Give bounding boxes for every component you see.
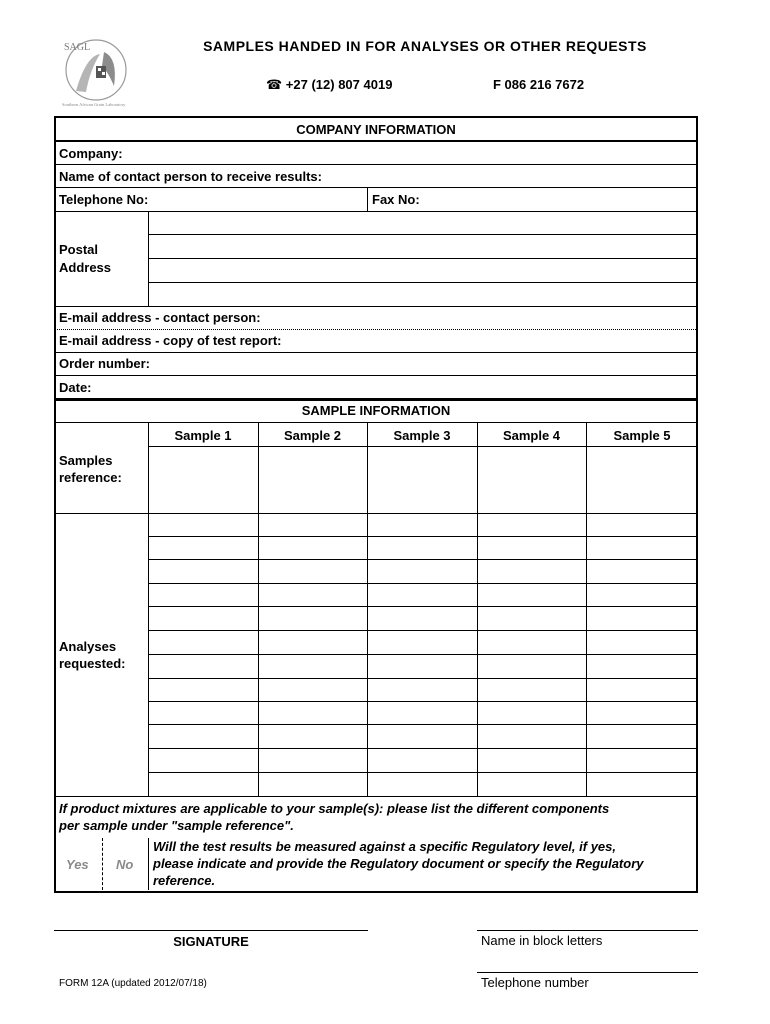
logo-subtext: Southern African Grain Laboratory (62, 102, 126, 107)
divider (54, 329, 698, 330)
postal-label: Postal (59, 242, 99, 257)
requested-label: requested: (59, 656, 126, 671)
divider (258, 422, 259, 796)
telephone-label: Telephone No: (59, 192, 149, 207)
column-sample-2: Sample 2 (283, 428, 342, 443)
column-sample-4: Sample 4 (502, 428, 561, 443)
signature-label: SIGNATURE (173, 934, 249, 949)
mixture-note-2: per sample under "sample reference". (59, 818, 294, 833)
signature-line[interactable] (54, 930, 368, 931)
form-id: FORM 12A (updated 2012/07/18) (59, 978, 207, 989)
column-sample-3: Sample 3 (393, 428, 451, 443)
samples-label: Samples (59, 453, 113, 468)
divider (148, 748, 698, 749)
divider (477, 422, 478, 796)
divider (54, 513, 698, 514)
contact-person-label: Name of contact person to receive results: (59, 169, 322, 184)
analyses-label: Analyses (59, 639, 117, 654)
no-option[interactable]: No (116, 857, 134, 872)
date-label: Date: (59, 380, 92, 395)
divider (148, 258, 698, 259)
divider (148, 583, 698, 584)
sagl-logo (56, 36, 136, 108)
column-sample-1: Sample 1 (174, 428, 232, 443)
regulatory-question: Will the test results be measured against a specific Regulatory level, if yes, (153, 839, 616, 854)
divider (102, 838, 103, 890)
column-sample-5: Sample 5 (613, 428, 671, 443)
divider (148, 559, 698, 560)
email-contact-label: E-mail address - contact person: (59, 310, 261, 325)
fax-label: Fax No: (372, 192, 420, 207)
phone-number: ☎ +27 (12) 807 4019 (266, 77, 393, 92)
company-label: Company: (59, 146, 123, 161)
divider (54, 140, 698, 142)
name-block-label: Name in block letters (481, 933, 603, 948)
divider (54, 187, 698, 188)
mixture-note (59, 800, 693, 817)
form-title: SAMPLES HANDED IN FOR ANALYSES OR OTHER REQUESTS (203, 38, 647, 54)
name-line[interactable] (477, 930, 698, 931)
divider (367, 422, 368, 796)
mixture-note-line-1: If product mixtures are applicable to your sample(s): please list the different components (59, 801, 610, 816)
divider (54, 211, 698, 212)
telephone-number-label: Telephone number (481, 975, 589, 990)
divider (586, 422, 587, 796)
telephone-line[interactable] (477, 972, 698, 973)
order-number-label: Order number: (59, 356, 151, 371)
yes-option[interactable]: Yes (66, 857, 89, 872)
logo-text: SAGL (64, 42, 91, 53)
divider (148, 678, 698, 679)
address-label: Address (59, 260, 112, 275)
divider (148, 772, 698, 773)
divider (148, 630, 698, 631)
divider (54, 352, 698, 353)
divider (54, 306, 698, 307)
reference-label: reference: (59, 470, 122, 485)
divider (54, 796, 698, 797)
sample-info-heading: SAMPLE INFORMATION (301, 403, 451, 418)
company-info-heading: COMPANY INFORMATION (296, 122, 456, 137)
regulatory-question-2: please indicate and provide the Regulatory document or specify the Regulatory (153, 856, 644, 871)
divider (54, 422, 698, 423)
divider (367, 187, 368, 211)
email-copy-label: E-mail address - copy of test report: (59, 333, 282, 348)
divider (148, 606, 698, 607)
regulatory-question-3: reference. (153, 873, 216, 888)
divider (148, 422, 149, 796)
divider (148, 701, 698, 702)
divider (148, 536, 698, 537)
divider (148, 234, 698, 235)
fax-number: F 086 216 7672 (493, 77, 585, 92)
divider (54, 164, 698, 165)
divider (148, 838, 149, 890)
divider (148, 446, 698, 447)
divider (148, 282, 698, 283)
divider (148, 724, 698, 725)
divider (148, 654, 698, 655)
divider (54, 375, 698, 376)
